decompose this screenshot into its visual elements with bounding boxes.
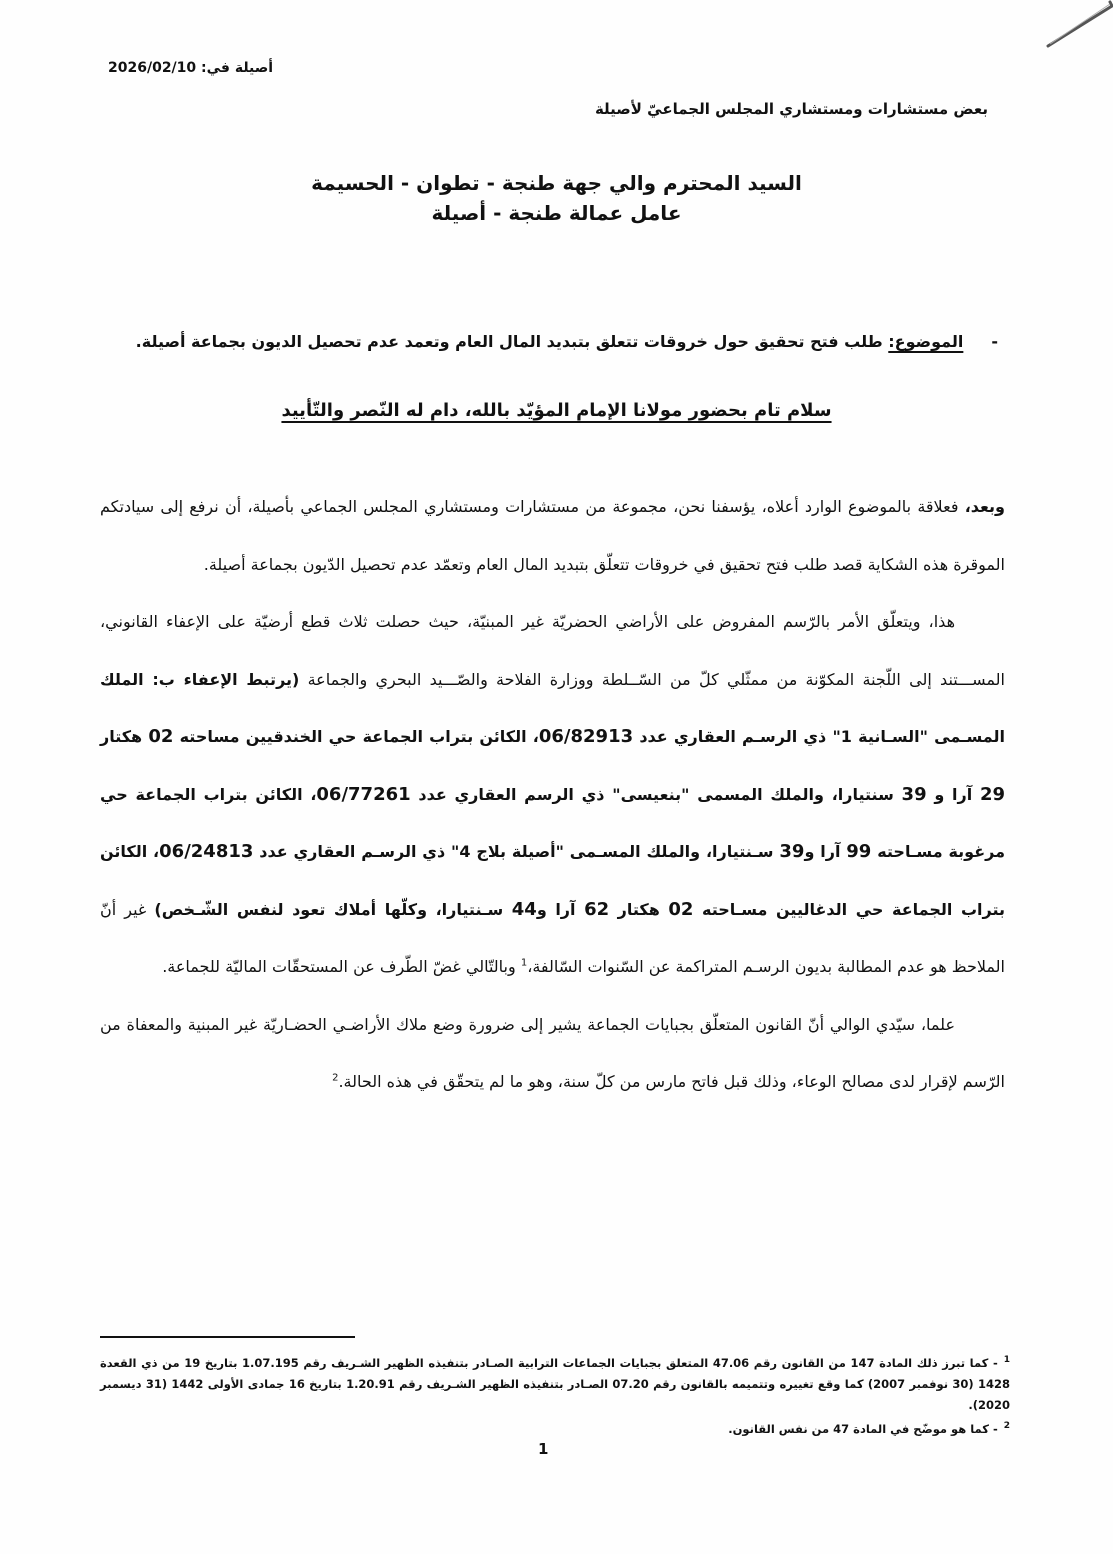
paragraph-text: فعلاقة بالموضوع الوارد أعلاه، يؤسفنا نحن، مجموعة من مستشارات ومستشاري المجلس الجماعي بأصيلة، أن نرفع إلى سيادتكم الموقرة هذه الشكاية قصد طلب فتح تحقيق في خروقات تتعلّق بتبديد المال العام وتعمّد عدم تحصيل الدّيون بجماعة أصيلة. bbox=[100, 497, 1005, 574]
paragraph-text: علما، سيّدي الوالي أنّ القانون المتعلّق بجبايات الجماعة يشير إلى ضرورة وضع ملاك الأراضـي الحضـاريّة غير المبنية والمعفاة من الرّسم لإقرار لدى مصالح الوعاء، وذلك قبل فاتح مارس من كلّ سنة، وهو ما لم يتحقّق في هذه الحالة. bbox=[100, 1014, 1005, 1091]
recipient-block bbox=[0, 168, 1113, 228]
body-paragraph-3 bbox=[100, 996, 1005, 1111]
salutation-text: سلام تام بحضور مولانا الإمام المؤيّد بالله، دام له النّصر والتّأييد bbox=[281, 400, 832, 421]
body-paragraph-2 bbox=[100, 593, 1005, 996]
date-label: أصيلة في: bbox=[201, 60, 274, 76]
footnotes bbox=[100, 1350, 1010, 1440]
area-centiares: 39 bbox=[901, 783, 927, 805]
subject-bullet: - bbox=[991, 332, 998, 351]
footnote-text: - كما هو موضّح في المادة 47 من نفس القانون. bbox=[728, 1421, 998, 1436]
area-ares: 62 bbox=[584, 898, 610, 920]
paragraph-tail: غير أنّ الملاحظ هو عدم المطالبة بديون الرسـم المتراكمة عن السّنوات السّالفة، bbox=[100, 899, 1005, 976]
footnote-reference-1[interactable]: 1 bbox=[520, 957, 528, 969]
area-ares: 29 bbox=[979, 783, 1006, 805]
land-title-number: 06/24813 bbox=[159, 841, 254, 862]
land-title-number: 06/77261 bbox=[316, 783, 411, 805]
area-centiares: 44 bbox=[511, 898, 537, 920]
land-title-number: 06/82913 bbox=[538, 726, 634, 747]
exemption-text: سنتيارا، والملك المسمى "بنعيسى" ذي الرسم العقاري عدد bbox=[410, 784, 902, 804]
subject-text: طلب فتح تحقيق حول خروقات تتعلق بتبديد المال العام وتعمد عدم تحصيل الديون بجماعة أصيلة. bbox=[135, 332, 889, 351]
exemption-text: آرا و bbox=[926, 784, 980, 804]
paragraph-tail: وبالتّالي غضّ الطّرف عن المستحقّات الماليّة للجماعة. bbox=[162, 957, 521, 976]
recipient-line-1: السيد المحترم والي جهة طنجة - تطوان - الحسيمة bbox=[311, 171, 802, 195]
exemption-text: ، الكائن بتراب الجماعة حي مرغوبة مسـاحته bbox=[100, 784, 1006, 861]
subject-line bbox=[136, 332, 998, 351]
exemption-text: ، الكائن بتراب الجماعة حي الخندقيين مساحته bbox=[173, 727, 539, 746]
area-ares: 99 bbox=[846, 841, 872, 862]
exemption-text: آرا و bbox=[804, 842, 847, 861]
letter-body bbox=[100, 478, 1005, 1111]
salutation bbox=[0, 400, 1113, 421]
body-paragraph-1 bbox=[100, 478, 1005, 593]
paragraph-intro: هذا، ويتعلّق الأمر بالرّسم المفروض على الأراضي الحضريّة غير المبنيّة، حيث حصلت ثلاث قطع أرضيّة على الإعفاء القانوني، المســـتند إلى اللّجنة المكوّنة من ممثّلي كلّ من السّــلطة ووزارة الفلاحة والصّـــيد البحري والجماعة bbox=[100, 612, 1006, 689]
area-hectares: 02 bbox=[668, 898, 694, 920]
sender-line: بعض مستشارات ومستشاري المجلس الجماعيّ لأصيلة bbox=[594, 100, 988, 118]
area-hectares: 02 bbox=[148, 726, 174, 747]
footnote-mark: 2 bbox=[1003, 1420, 1010, 1431]
paragraph-lead: وبعد، bbox=[964, 497, 1005, 516]
date-value: 2026/02/10 bbox=[108, 60, 197, 76]
letter-date bbox=[108, 60, 273, 76]
footnote-reference-2[interactable]: 2 bbox=[332, 1072, 339, 1084]
pen-stroke-mark bbox=[1040, 0, 1113, 50]
footnote-text: - كما تبرز ذلك المادة 147 من القانون رقم 47.06 المتعلق بجبايات الجماعات الترابية الصـادر بتنفيذه الظهير الشـريف رقم 1.07.195 بتاريخ 19 من ذي القعدة 1428 (30 نوفمبر 2007) كما وقع تغييره وتتميمه بالقانون رقم 07.20 الصـادر بتنفيذه الظهير الشـريف رقم 1.20.91 بتاريخ 16 جمادى الأولى 1442 (31 ديسمبر 2020). bbox=[100, 1355, 1011, 1412]
area-centiares: 39 bbox=[779, 841, 805, 862]
footnote-1 bbox=[100, 1350, 1010, 1416]
subject-label: الموضوع: bbox=[888, 332, 964, 351]
page-number: 1 bbox=[538, 1440, 549, 1458]
exemption-text: ، الكائن بتراب الجماعة حي الدغاليين مسـاحته bbox=[100, 842, 1006, 919]
exemption-text: (يرتبط الإعفاء ب: الملك المسـمى "السـانية 1" ذي الرسـم العقاري عدد bbox=[100, 669, 1006, 746]
exemption-text: هكتار bbox=[100, 727, 149, 746]
exemption-text: هكتار bbox=[609, 899, 669, 919]
exemption-text: سـنتيارا، وكلّها أملاك تعود لنفس الشّـخص) bbox=[154, 899, 512, 919]
recipient-line-2: عامل عمالة طنجة - أصيلة bbox=[431, 201, 682, 225]
footnote-mark: 1 bbox=[1003, 1355, 1010, 1365]
footnote-2 bbox=[100, 1416, 1010, 1440]
footnote-separator bbox=[100, 1336, 355, 1338]
exemption-text: آرا و bbox=[536, 899, 585, 919]
exemption-text: سـنتيارا، والملك المسـمى "أصيلة بلاج 4" ذي الرسـم العقاري عدد bbox=[253, 842, 780, 861]
